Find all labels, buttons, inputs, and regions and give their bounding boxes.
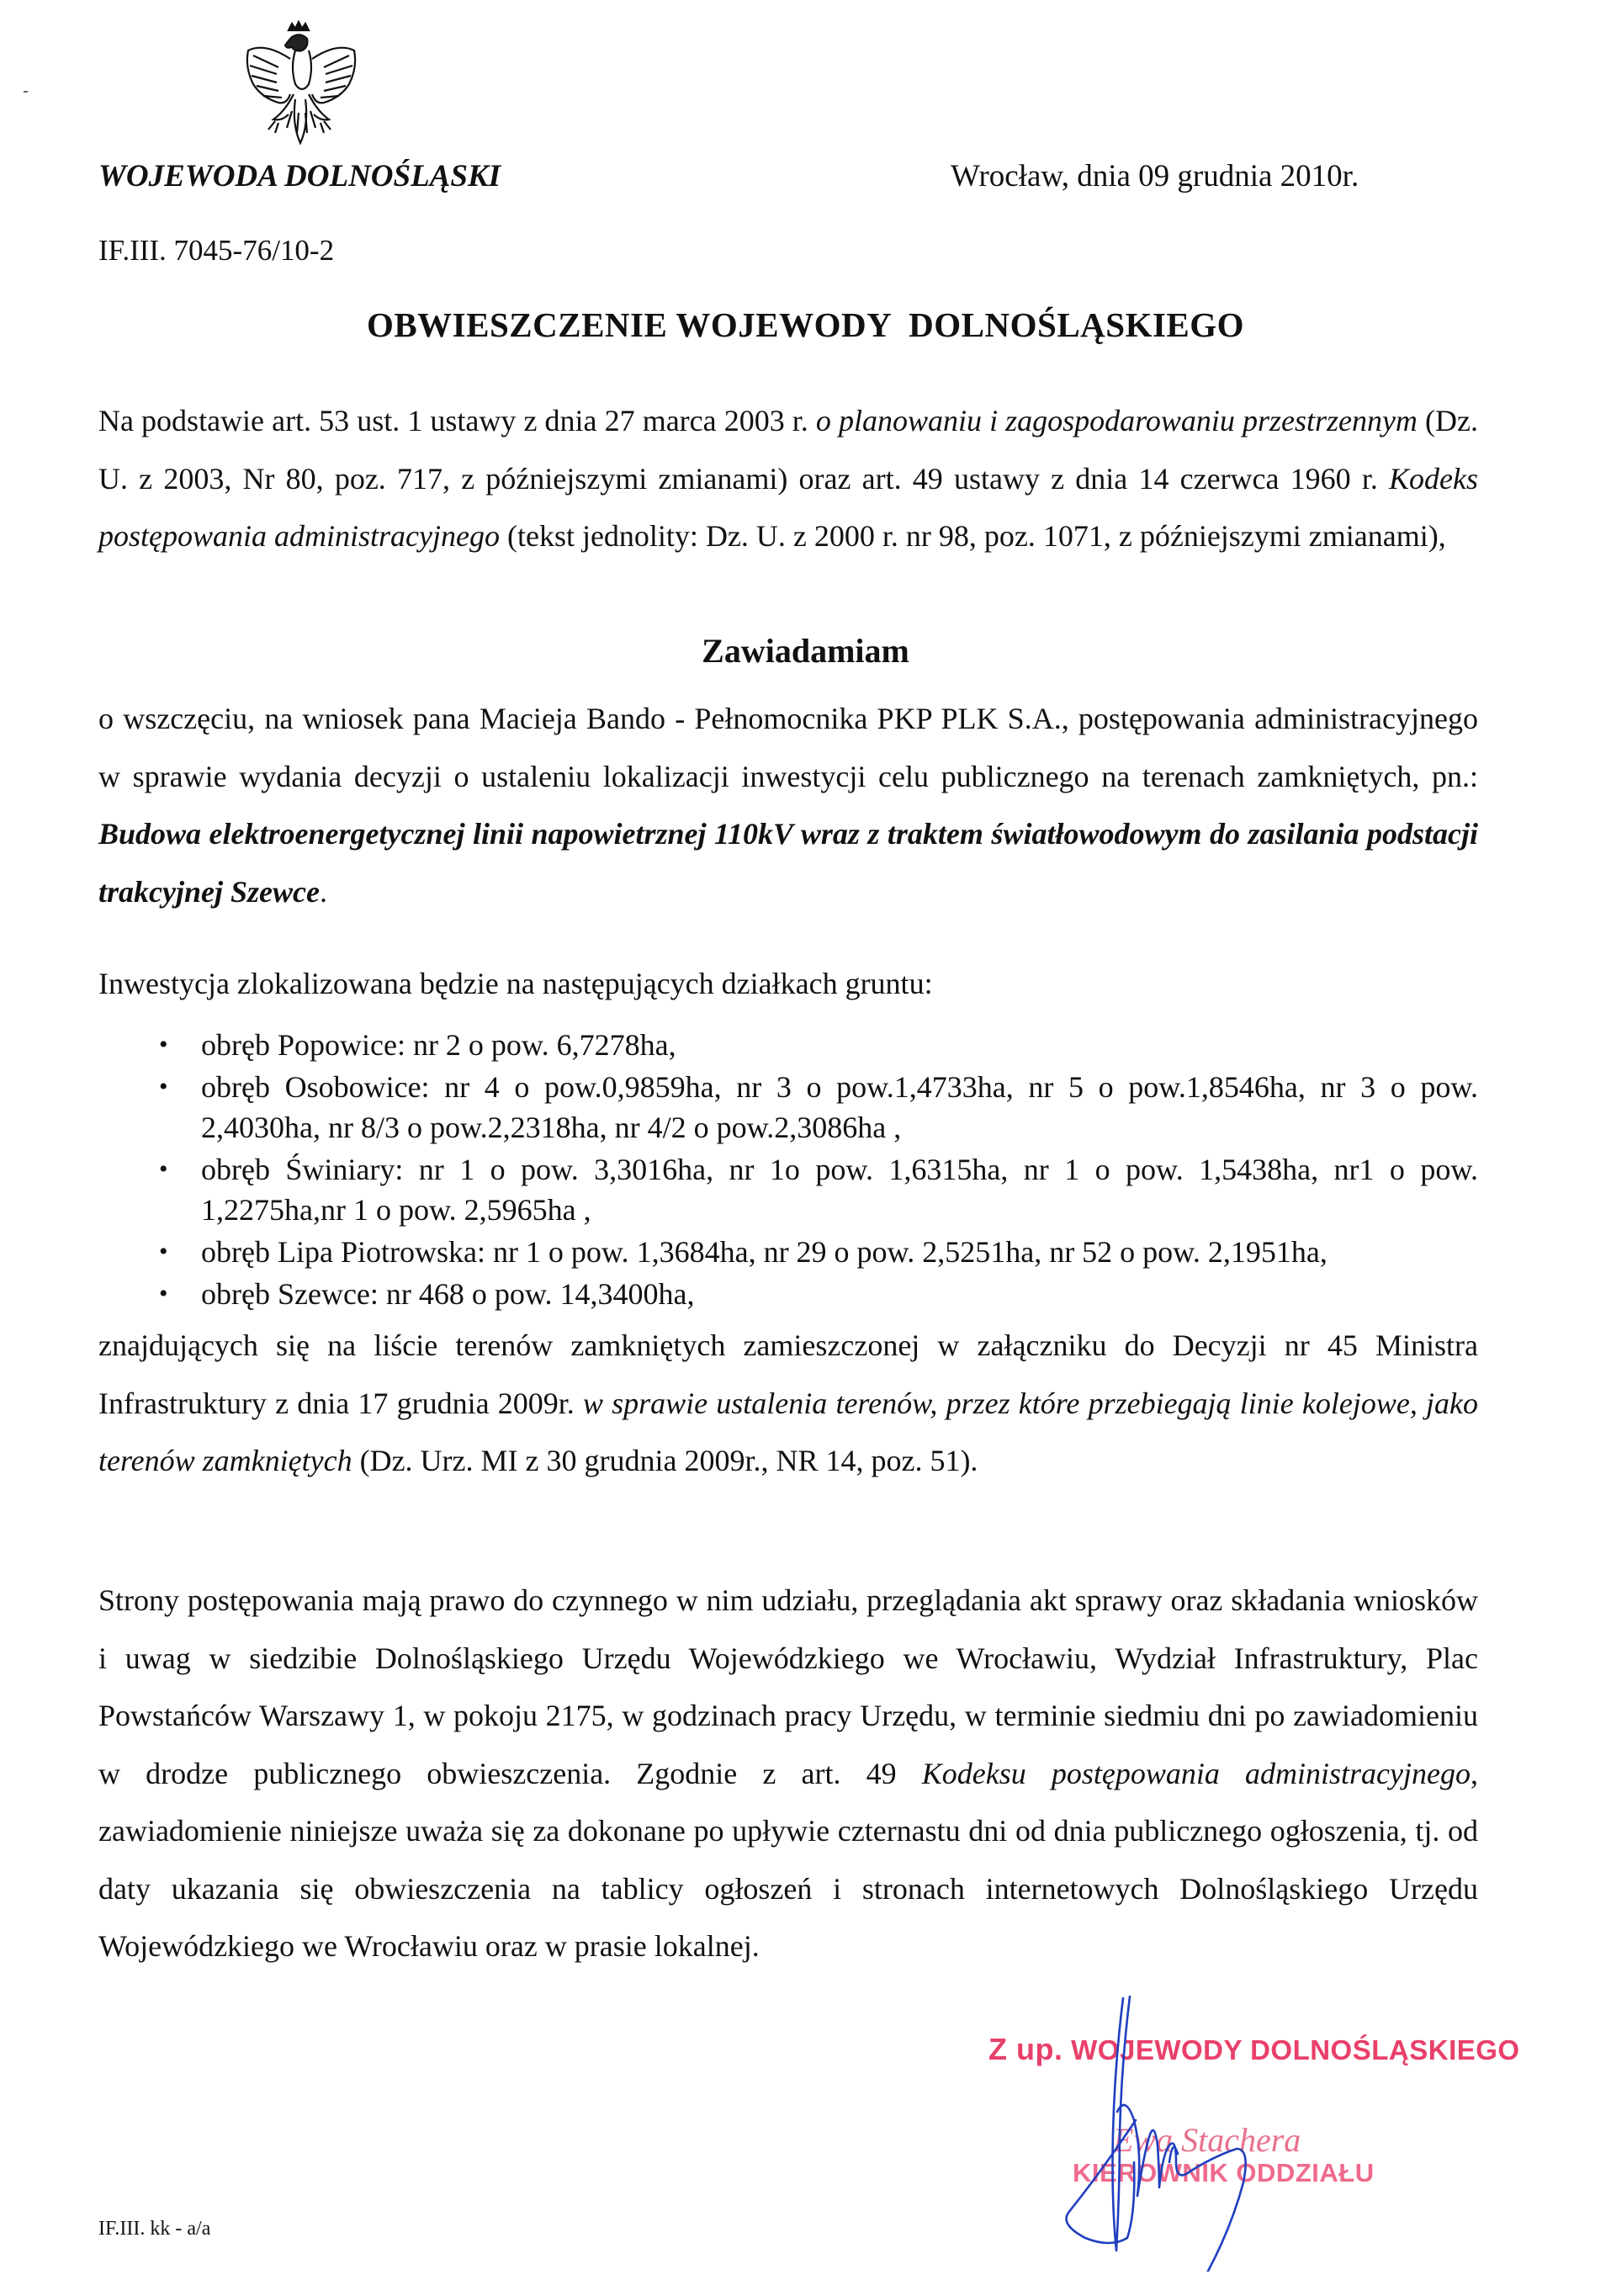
plot-item — [98, 1232, 1478, 1272]
act-title-kpa: Kodeks postępowania administracyjnego — [98, 461, 1478, 553]
place-and-date: Wrocław, dnia 09 grudnia 2010r. — [951, 159, 1359, 194]
plot-text: obręb Osobowice: nr 4 o pow.0,9859ha, nr 3 o pow.1,4733ha, nr 5 o pow.1,8546ha, nr 3 o pow. 2,4030ha, nr 8/3 o pow.2,2318ha, nr 4/2 o pow.2,3086ha , — [201, 1070, 1478, 1144]
plot-item — [98, 1067, 1478, 1148]
bullet-icon: • — [159, 1238, 168, 1265]
closed-areas-text-1: znajdujących się na liście terenów zamkniętych zamieszczonej w załączniku do Decyzji nr 45 Ministra Infrastruktury z dnia 17 grudnia 2009r. — [98, 1328, 1478, 1420]
legal-basis-text-3: (Dz. U. z 2003, Nr 80, poz. 717, z późniejszymi zmianami) oraz art. 49 ustawy z dnia 14 czerwca 1960 r. — [98, 404, 1478, 496]
bullet-icon: • — [159, 1031, 168, 1058]
notice-text-3: . — [319, 874, 327, 909]
notice-paragraph — [98, 690, 1478, 920]
plot-text: obręb Lipa Piotrowska: nr 1 o pow. 1,3684ha, nr 29 o pow. 2,5251ha, nr 52 o pow. 2,1951ha, — [201, 1235, 1327, 1269]
rights-paragraph — [98, 1572, 1478, 1975]
issuer-name: WOJEWODA DOLNOŚLĄSKI — [98, 159, 501, 194]
stamp-authority: WOJEWODY DOLNOŚLĄSKIEGO — [1071, 2034, 1520, 2065]
closed-areas-text-3: (Dz. Urz. MI z 30 grudnia 2009r., NR 14, poz. 51). — [352, 1444, 978, 1477]
rights-text-3: , zawiadomienie niniejsze uważa się za dokonane po upływie czternastu dni od dnia publicznego ogłoszenia, tj. od daty ukazania się obwieszczenia na tablicy ogłoszeń i stronach internetowych Dolnośląskiego Urzędu Wojewódzkiego we Wrocławiu oraz w prasie lokalnej. — [98, 1756, 1478, 1963]
plots-intro: Inwestycja zlokalizowana będzie na następujących działkach gruntu: — [98, 967, 933, 1000]
plot-text: obręb Szewce: nr 468 o pow. 14,3400ha, — [201, 1277, 695, 1311]
closed-areas-paragraph — [98, 1317, 1478, 1490]
stamp-position: KIEROWNIK ODDZIAŁU — [1073, 2158, 1375, 2187]
bullet-icon: • — [159, 1073, 168, 1100]
plot-item — [98, 1149, 1478, 1230]
plot-item — [98, 1274, 1478, 1314]
scan-speck — [24, 91, 28, 93]
polish-eagle-emblem-icon — [240, 19, 358, 149]
plots-list — [98, 1025, 1478, 1316]
notice-text-1: o wszczęciu, na wniosek pana Macieja Bando - Pełnomocnika PKP PLK S.A., postępowania administracyjnego w sprawie wydania decyzji o ustaleniu lokalizacji inwestycji celu publicznego na terenach zamkniętych, pn.: — [98, 702, 1478, 793]
bullet-icon: • — [159, 1155, 168, 1183]
plot-text: obręb Popowice: nr 2 o pow. 6,7278ha, — [201, 1028, 676, 1062]
stamp-prefix: Z up. — [988, 2032, 1063, 2066]
act-title-planning: o planowaniu i zagospodarowaniu przestrzennym — [815, 404, 1418, 437]
kpa-reference: Kodeksu postępowania administracyjnego — [921, 1756, 1471, 1790]
bullet-icon: • — [159, 1280, 168, 1307]
footer-reference: IF.III. kk - a/a — [98, 2218, 211, 2240]
notice-heading: Zawiadamiam — [702, 632, 909, 670]
decision-title: w sprawie ustalenia terenów, przez które przebiegają linie kolejowe, jako terenów zamkniętych — [98, 1386, 1478, 1477]
legal-basis-paragraph — [98, 392, 1478, 565]
stamp-signatory-name: Ewa Stachera — [1113, 2121, 1301, 2159]
document-title: OBWIESZCZENIE WOJEWODY DOLNOŚLĄSKIEGO — [366, 305, 1245, 344]
handwritten-signature — [1052, 1986, 1304, 2272]
plot-item — [98, 1025, 1478, 1065]
reference-number: IF.III. 7045-76/10-2 — [98, 234, 335, 267]
legal-basis-text-5: (tekst jednolity: Dz. U. z 2000 r. nr 98, poz. 1071, z późniejszymi zmianami), — [499, 519, 1446, 553]
rights-text-1: Strony postępowania mają prawo do czynnego w nim udziału, przeglądania akt sprawy oraz składania wniosków i uwag w siedzibie Dolnośląskiego Urzędu Wojewódzkiego we Wrocławiu, Wydział Infrastruktury, Plac Powstańców Warszawy 1, w pokoju 2175, w godzinach pracy Urzędu, w terminie siedmiu dni po zawiadomieniu w drodze publicznego obwieszczenia. Zgodnie z art. 49 — [98, 1583, 1478, 1790]
plot-text: obręb Świniary: nr 1 o pow. 3,3016ha, nr 1o pow. 1,6315ha, nr 1 o pow. 1,5438ha, nr1 o pow. 1,2275ha,nr 1 o pow. 2,5965ha , — [201, 1153, 1478, 1227]
investment-name: Budowa elektroenergetycznej linii napowietrznej 110kV wraz z traktem światłowodowym do zasilania podstacji trakcyjnej Szewce — [98, 817, 1478, 909]
legal-basis-text-1: Na podstawie art. 53 ust. 1 ustawy z dnia 27 marca 2003 r. — [98, 404, 816, 437]
